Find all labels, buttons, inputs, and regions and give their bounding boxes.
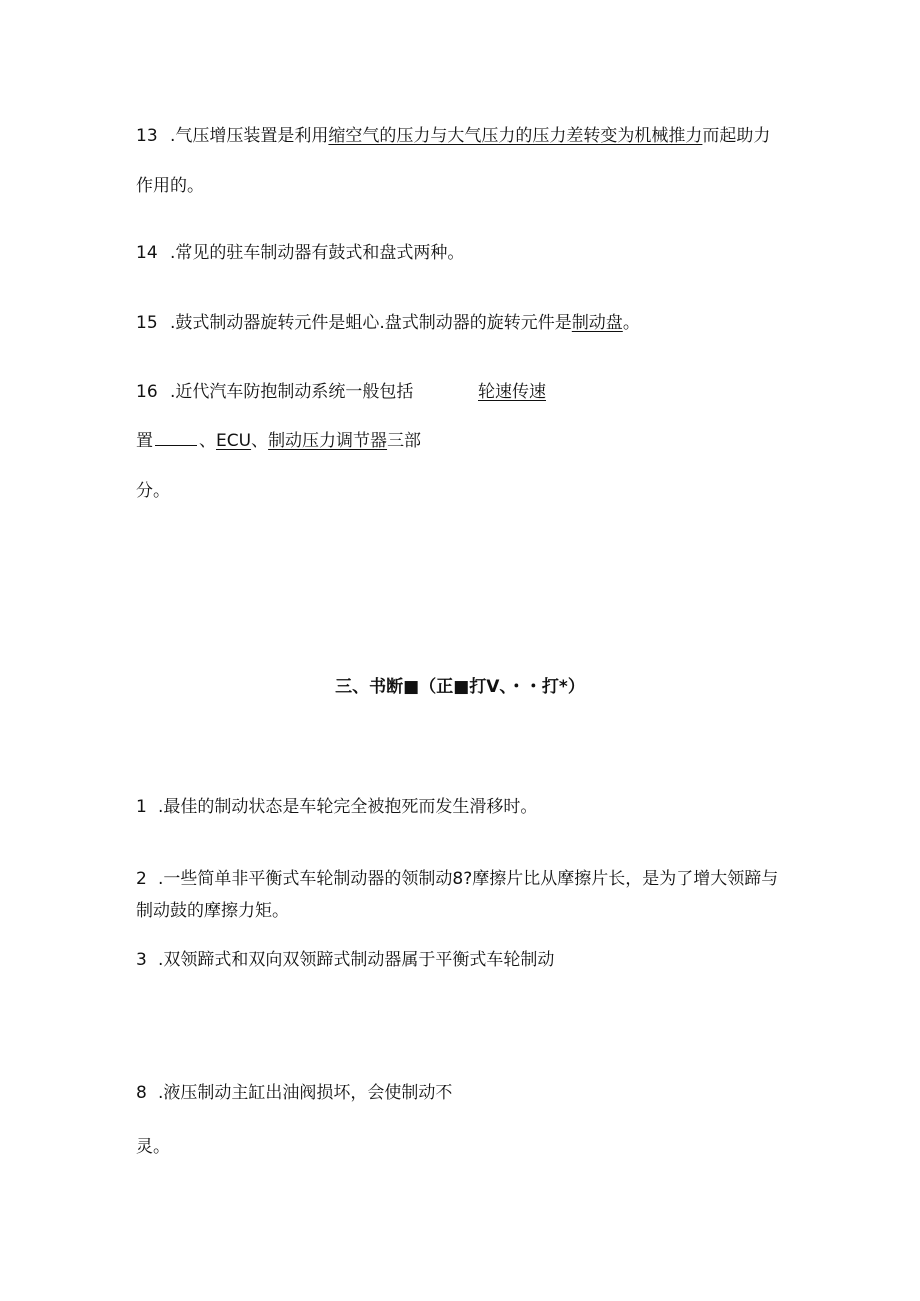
question-text: .鼓式制动器旋转元件是蛆心.盘式制动器的旋转元件是 — [170, 313, 572, 333]
question-text: .常见的驻车制动器有鼓式和盘式两种。 — [170, 243, 465, 263]
question-text: .一些简单非平衡式车轮制动器的领制动8?摩擦片比从摩擦片长，是为了增大领蹄与 — [158, 869, 779, 889]
question-text-tail: 三部 — [387, 431, 422, 451]
question-text-tail: 而起助力 — [702, 126, 771, 146]
judge-question-2 — [136, 867, 778, 891]
question-text: .最佳的制动状态是车轮完全被抱死而发生滑移时。 — [158, 797, 538, 817]
answer-text: 轮速传速 — [478, 382, 546, 402]
question-number: 1 — [136, 797, 147, 817]
section-heading: 三、书断■（正■打V、・・打*） — [335, 677, 585, 697]
judge-question-8-continuation: 灵。 — [136, 1137, 170, 1157]
answer-underlined-2: ECU — [216, 431, 252, 451]
question-text: .近代汽车防抱制动系统一般包括 — [170, 382, 414, 402]
answer-underlined: 缩空气的压力与大气压力的压力差转变为机械推力 — [328, 126, 703, 146]
question-number: 3 — [136, 950, 147, 970]
question-16-line-3: 分。 — [136, 481, 170, 501]
separator: 、 — [199, 431, 216, 451]
question-text-tail: 。 — [622, 313, 640, 333]
question-text: 置 — [136, 431, 153, 451]
question-15 — [136, 311, 640, 335]
answer-blank — [155, 431, 197, 446]
separator: 、 — [251, 431, 269, 451]
question-number: 15 — [136, 313, 158, 333]
question-text: .气压增压装置是利用 — [170, 126, 329, 146]
question-text: .双领蹄式和双向双领蹄式制动器属于平衡式车轮制动 — [158, 950, 555, 970]
answer-underlined: 制动盘 — [571, 313, 623, 333]
question-14 — [136, 241, 464, 265]
question-number: 2 — [136, 869, 147, 889]
question-text: .液压制动主缸出油阀损坏，会使制动不 — [158, 1083, 453, 1103]
judge-question-1 — [136, 795, 537, 819]
question-number: 8 — [136, 1083, 147, 1103]
question-number: 14 — [136, 243, 158, 263]
question-number: 16 — [136, 382, 158, 402]
question-16 — [136, 380, 413, 404]
question-13 — [136, 124, 770, 148]
question-16-line-2 — [136, 429, 421, 453]
question-13-continuation: 作用的。 — [136, 176, 204, 196]
judge-question-3 — [136, 948, 554, 972]
judge-question-8 — [136, 1081, 452, 1105]
question-number: 13 — [136, 126, 158, 146]
judge-question-2-continuation: 制动鼓的摩擦力矩。 — [136, 901, 289, 921]
answer-underlined-3: 制动压力调节器 — [268, 431, 388, 451]
answer-underlined-1 — [478, 380, 546, 404]
